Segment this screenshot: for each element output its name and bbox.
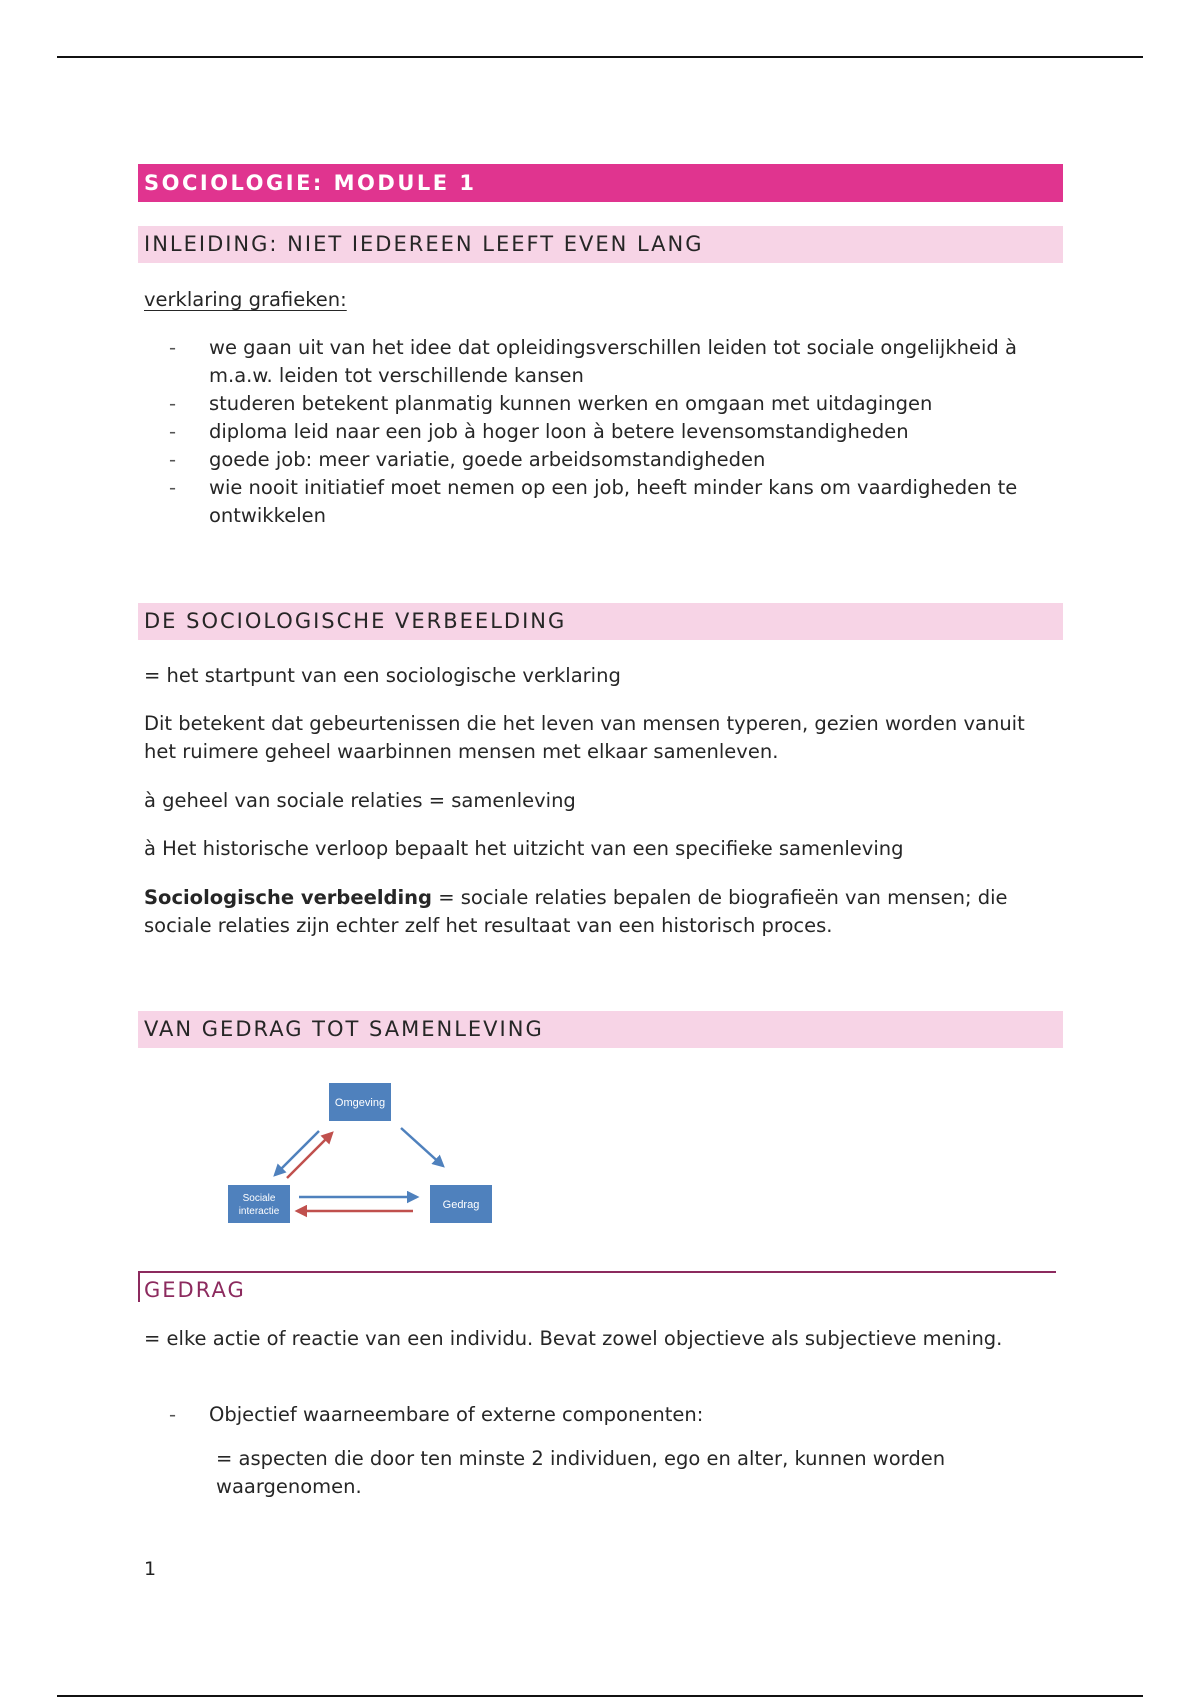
gedrag-definition: = elke actie of reactie van een individu. Bevat zowel objectieve als subjectieve mening. — [144, 1327, 1003, 1350]
arrow-omgeving-to-gedrag — [401, 1128, 443, 1166]
dash-bullet: - — [169, 392, 177, 415]
footer-rule — [57, 1695, 1143, 1697]
node-omgeving-label: Omgeving — [334, 1097, 386, 1109]
verbeelding-arrow-line-1: à geheel van sociale relaties = samenleving — [144, 789, 576, 812]
node-sociale-label-2: interactie — [238, 1206, 280, 1217]
verbeelding-arrow-line-2: à Het historische verloop bepaalt het uitzicht van een specifieke samenleving — [144, 837, 904, 860]
dash-bullet: - — [169, 448, 177, 471]
list-item — [144, 334, 1024, 390]
dash-bullet: - — [169, 1403, 177, 1426]
gedrag-list — [144, 1401, 1024, 1429]
list-item-text: Objectief waarneembare of externe componenten: — [209, 1403, 704, 1426]
list-item-text: studeren betekent planmatig kunnen werken en omgaan met uitdagingen — [209, 392, 933, 415]
section-heading-gedrag-samenleving: VAN GEDRAG TOT SAMENLEVING — [138, 1011, 1063, 1048]
list-item-text: diploma leid naar een job à hoger loon à betere levensomstandigheden — [209, 420, 909, 443]
header-rule — [57, 56, 1143, 58]
list-item — [144, 446, 1024, 474]
verbeelding-paragraph: Dit betekent dat gebeurtenissen die het leven van mensen typeren, gezien worden vanuit het ruimere geheel waarbinnen mensen met elkaar samenleven. — [144, 712, 1025, 763]
inleiding-list — [144, 334, 1024, 530]
dash-bullet: - — [169, 336, 177, 359]
dash-bullet: - — [169, 476, 177, 499]
subheading-verklaring: verklaring grafieken: — [144, 288, 347, 311]
list-item-text: wie nooit initiatief moet nemen op een job, heeft minder kans om vaardigheden te ontwikkelen — [209, 476, 1018, 527]
node-sociale-interactie — [228, 1185, 290, 1223]
section-heading-verbeelding: DE SOCIOLOGISCHE VERBEELDING — [138, 603, 1063, 640]
verbeelding-conclusion — [144, 884, 1044, 940]
gedrag-subdefinition: = aspecten die door ten minste 2 individuen, ego en alter, kunnen worden waargenomen. — [216, 1447, 946, 1498]
section-heading-gedrag: GEDRAG — [138, 1271, 1056, 1302]
list-item — [144, 390, 1024, 418]
node-gedrag-label: Gedrag — [442, 1199, 480, 1211]
page-number: 1 — [144, 1558, 157, 1580]
dash-bullet: - — [169, 420, 177, 443]
gedrag-samenleving-diagram — [215, 1075, 495, 1225]
document-title: SOCIOLOGIE: MODULE 1 — [138, 164, 1063, 202]
list-item-text: goede job: meer variatie, goede arbeidsomstandigheden — [209, 448, 766, 471]
list-item — [144, 474, 1024, 530]
verbeelding-definition: = het startpunt van een sociologische verklaring — [144, 664, 621, 687]
term-sociologische-verbeelding: Sociologische verbeelding — [144, 886, 432, 909]
node-sociale-label-1: Sociale — [242, 1193, 276, 1204]
conclusion-text: = sociale relaties bepalen de biografieën van mensen; die sociale relaties zijn echter zelf het resultaat van een historisch proces. — [144, 886, 1008, 937]
list-item — [144, 418, 1024, 446]
section-heading-inleiding: INLEIDING: NIET IEDEREEN LEEFT EVEN LANG — [138, 226, 1063, 263]
list-item-text: we gaan uit van het idee dat opleidingsverschillen leiden tot sociale ongelijkheid à m.a.w. leiden tot verschillende kansen — [209, 336, 1017, 387]
list-item — [144, 1401, 1024, 1429]
